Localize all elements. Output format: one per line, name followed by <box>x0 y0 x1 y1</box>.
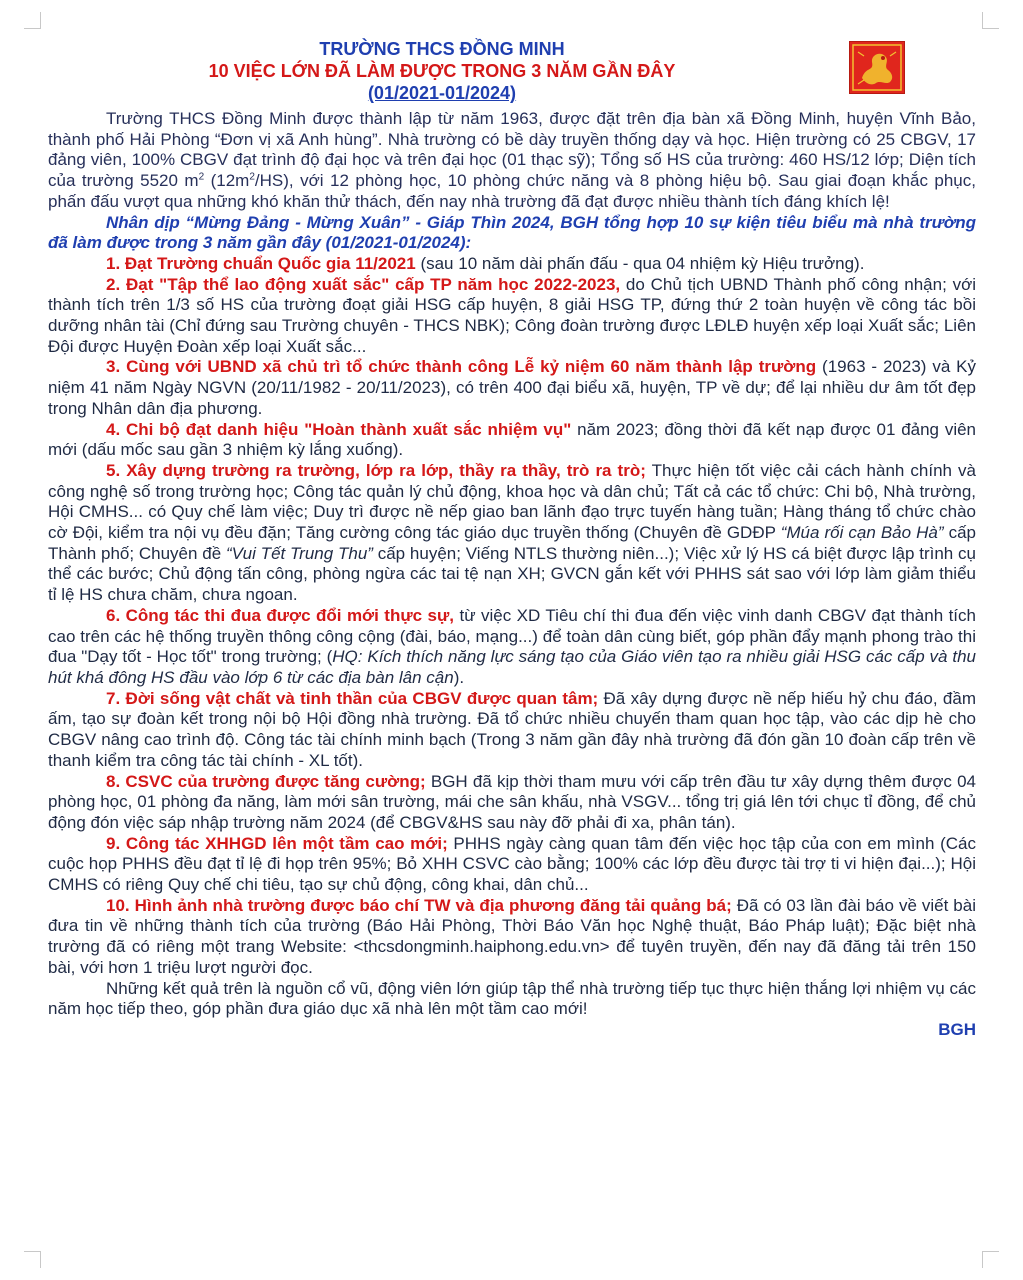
item-text: Thực hiện tốt việc cải cách hành chính và công nghệ số trong trường học; Công tác quản lý chủ động, khoa học và dân chủ; Tất cả các tổ chức: Chi bộ, Nhà trường, Hội CMHS... có Quy chế làm việc; Duy trì được nề nếp giao ban lãnh đạo trực tuyến hàng tuần; Hàng tháng tổ chức chào cờ Đội, kiểm tra nội vụ đều đặn; Tăng cường công tác giáo dục truyền thống (Chuyên đề GDĐP <box>48 460 976 543</box>
achievement-item-5 <box>48 461 976 606</box>
occasion-note: Nhân dịp “Mừng Đảng - Mừng Xuân” - Giáp Thìn 2024, BGH tổng hợp 10 sự kiện tiêu biểu mà nhà trường đã làm được trong 3 năm gần đây (01/2021-01/2024): <box>48 212 976 253</box>
item-text: Đã xây dựng được nề nếp hiếu hỷ chu đáo, đầm ấm, tạo sự đoàn kết trong nội bộ Hội đồng nhà trường. Đã tổ chức nhiều chuyến tham quan học tập, vào các dịp hè cho CBGV nâng cao trình độ. Công tác tài chính minh bạch (Trong 3 năm gần đây nhà trường đã đón gần 10 đoàn cấp trên về thanh kiểm tra công tác tài chính - XL tốt). <box>48 688 976 770</box>
item-heading: 6. Công tác thi đua được đổi mới thực sự, <box>106 605 455 625</box>
achievement-item-4 <box>48 420 976 461</box>
achievement-item-8 <box>48 772 976 834</box>
achievement-item-6 <box>48 606 976 689</box>
item-text: năm 2023; đồng thời đã kết nạp được 01 đảng viên mới (dấu mốc sau gần 3 nhiệm kỳ lắng xuống). <box>48 419 976 460</box>
item-text: ). <box>453 667 465 687</box>
period-label: (01/2021-01/2024) <box>367 83 517 103</box>
conclusion-paragraph: Những kết quả trên là nguồn cổ vũ, động viên lớn giúp tập thể nhà trường tiếp tục thực hiện thắng lợi nhiệm vụ các năm học tiếp theo, góp phần đưa giáo dục xã nhà lên một tầm cao mới! <box>48 978 976 1019</box>
item-text: Đã có 03 lần đài báo về viết bài đưa tin về những thành tích của trường (Báo Hải Phòng, Thời Báo Văn học Nghệ thuật, Báo Pháp luật); Đặc biệt nhà trường đã có riêng một trang Website: <thcsdongminh.haiphong.edu.vn> để tuyên truyền, đến nay đã đăng tải trên 150 bài, với hơn 1 triệu lượt người đọc. <box>48 895 976 977</box>
school-name: TRƯỜNG THCS ĐỒNG MINH <box>319 39 565 59</box>
intro-text-3: /HS), với 12 phòng học, 10 phòng chức năng và 8 phòng hiệu bộ. Sau giai đoạn khắc phục, phấn đấu vượt qua những khó khăn thử thách, đến nay nhà trường đã đạt được nhiều thành tích đáng khích lệ! <box>48 171 976 211</box>
item-heading: 9. Công tác XHHGD lên một tầm cao mới; <box>106 833 448 853</box>
dragon-icon <box>850 42 904 93</box>
achievement-item-7 <box>48 689 976 772</box>
superscript-2: 2 <box>198 171 205 183</box>
item-heading: 10. Hình ảnh nhà trường được báo chí TW và địa phương đăng tải quảng bá; <box>106 895 732 915</box>
item-heading: 8. CSVC của trường được tăng cường; <box>106 771 426 791</box>
item-emphasis: HQ: Kích thích năng lực sáng tạo của Giáo viên tạo ra nhiều giải HSG các cấp và thu hút khá đông HS đầu vào lớp 6 từ các địa bàn lân cận <box>48 647 976 687</box>
item-text: từ việc XD Tiêu chí thi đua đến việc vinh danh CBGV đạt thành tích cao trên các hệ thống truyền thông công cộng (đài, báo, mạng...) để toàn dân cùng biết, góp phần đẩy mạnh phong trào thi đua "Dạy tốt - Học tốt" trong trường; ( <box>48 605 976 667</box>
item-text: cấp Thành phố; Chuyên đề <box>48 523 976 563</box>
achievement-item-10 <box>48 896 976 979</box>
crop-mark-top-right <box>982 12 999 29</box>
item-heading: 4. Chi bộ đạt danh hiệu "Hoàn thành xuất sắc nhiệm vụ" <box>106 419 572 439</box>
crop-mark-top-left <box>24 12 41 29</box>
dragon-emblem-image <box>849 41 905 94</box>
signature: BGH <box>938 1019 976 1039</box>
intro-text-1: Trường THCS Đồng Minh được thành lập từ năm 1963, được đặt trên địa bàn xã Đồng Minh, huyện Vĩnh Bảo, thành phố Hải Phòng “Đơn vị xã Anh hùng”. Nhà trường có bề dày truyền thống dạy và học. Hiện trường có 25 CBGV, 17 đảng viên, 100% CBGV đạt trình độ đại học và trên đại học (01 thạc sỹ); Tổng số HS của trường: 460 HS/12 lớp; Diện tích của trường 5520 m <box>48 109 976 191</box>
item-text: BGH đã kịp thời tham mưu với cấp trên đầu tư xây dựng thêm được 04 phòng học, 01 phòng đa năng, làm mới sân trường, mái che sân khấu, nhà VSGV... tổng trị giá lên tới chục tỉ đồng, để chủ động đón việc sáp nhập trường năm 2024 (để CBGV&HS sau này đỡ phải đi xa, phân tán). <box>48 771 977 832</box>
item-heading: 5. Xây dựng trường ra trường, lớp ra lớp, thầy ra thầy, trò ra trò; <box>106 460 646 480</box>
document-header <box>0 38 884 104</box>
document-title: 10 VIỆC LỚN ĐÃ LÀM ĐƯỢC TRONG 3 NĂM GẦN ĐÂY <box>208 61 676 81</box>
achievement-item-9 <box>48 834 976 896</box>
document-body <box>48 109 976 1041</box>
item-text: PHHS ngày càng quan tâm đến việc học tập của con em mình (Các cuộc họp PHHS đều đạt tỉ lệ đi họp trên 95%; Bỏ XHH CSVC cào bằng; 100% các lớp đều được tài trợ ti vi hiện đại...); Hội CMHS có riêng Quy chế chi tiêu, tạo sự chủ động, công khai, dân chủ... <box>48 833 976 895</box>
superscript-2: 2 <box>249 171 255 183</box>
item-heading: 2. Đạt "Tập thể lao động xuất sắc" cấp TP năm học 2022-2023, <box>106 274 621 294</box>
achievement-item-3 <box>48 357 976 419</box>
item-heading: 3. Cùng với UBND xã chủ trì tổ chức thành công Lễ kỷ niệm 60 năm thành lập trường <box>106 357 817 377</box>
item-text: (1963 - 2023) và Kỷ niệm 41 năm Ngày NGVN (20/11/1982 - 20/11/2023), có trên 400 đại biểu xã, huyện, TP về dự; để lại nhiều dư âm tốt đẹp trong Nhân dân địa phương. <box>48 357 977 418</box>
intro-text-2: (12m <box>204 171 250 191</box>
item-heading: 7. Đời sống vật chất và tinh thần của CBGV được quan tâm; <box>106 688 599 708</box>
item-text: cấp huyện; Viếng NTLS thường niên...); Việc xử lý HS cá biệt được lập trình cụ thể các bước; Chủ động tấn công, phòng ngừa các tai tệ nạn XH; GVCN gắn kết với PHHS sát sao với lớp làm giảm thiểu tỉ lệ HS chưa chăm, chưa ngoan. <box>48 543 977 605</box>
item-text: do Chủ tịch UBND Thành phố công nhận; với thành tích trên 1/3 số HS của trường đoạt giải HSG cấp huyện, 8 giải HSG TP, đứng thứ 2 toàn huyện về công tác bồi dưỡng nhân tài (Chỉ đứng sau Trường chuyên - THCS NBK); Công đoàn trường được LĐLĐ huyện xếp loại Xuất sắc; Liên Đội được Huyện Đoàn xếp loại Xuất sắc... <box>48 274 976 356</box>
item-text: (sau 10 năm dài phấn đấu - qua 04 nhiệm kỳ Hiệu trưởng). <box>415 253 865 273</box>
item-emphasis: “Vui Tết Trung Thu” <box>225 543 373 563</box>
crop-mark-bottom-left <box>24 1251 41 1268</box>
intro-paragraph <box>48 109 976 213</box>
crop-mark-bottom-right <box>982 1251 999 1268</box>
achievement-item-1 <box>48 254 976 275</box>
item-emphasis: “Múa rối cạn Bảo Hà” <box>780 523 944 543</box>
item-heading: 1. Đạt Trường chuẩn Quốc gia 11/2021 <box>106 253 416 273</box>
achievement-item-2 <box>48 275 976 358</box>
